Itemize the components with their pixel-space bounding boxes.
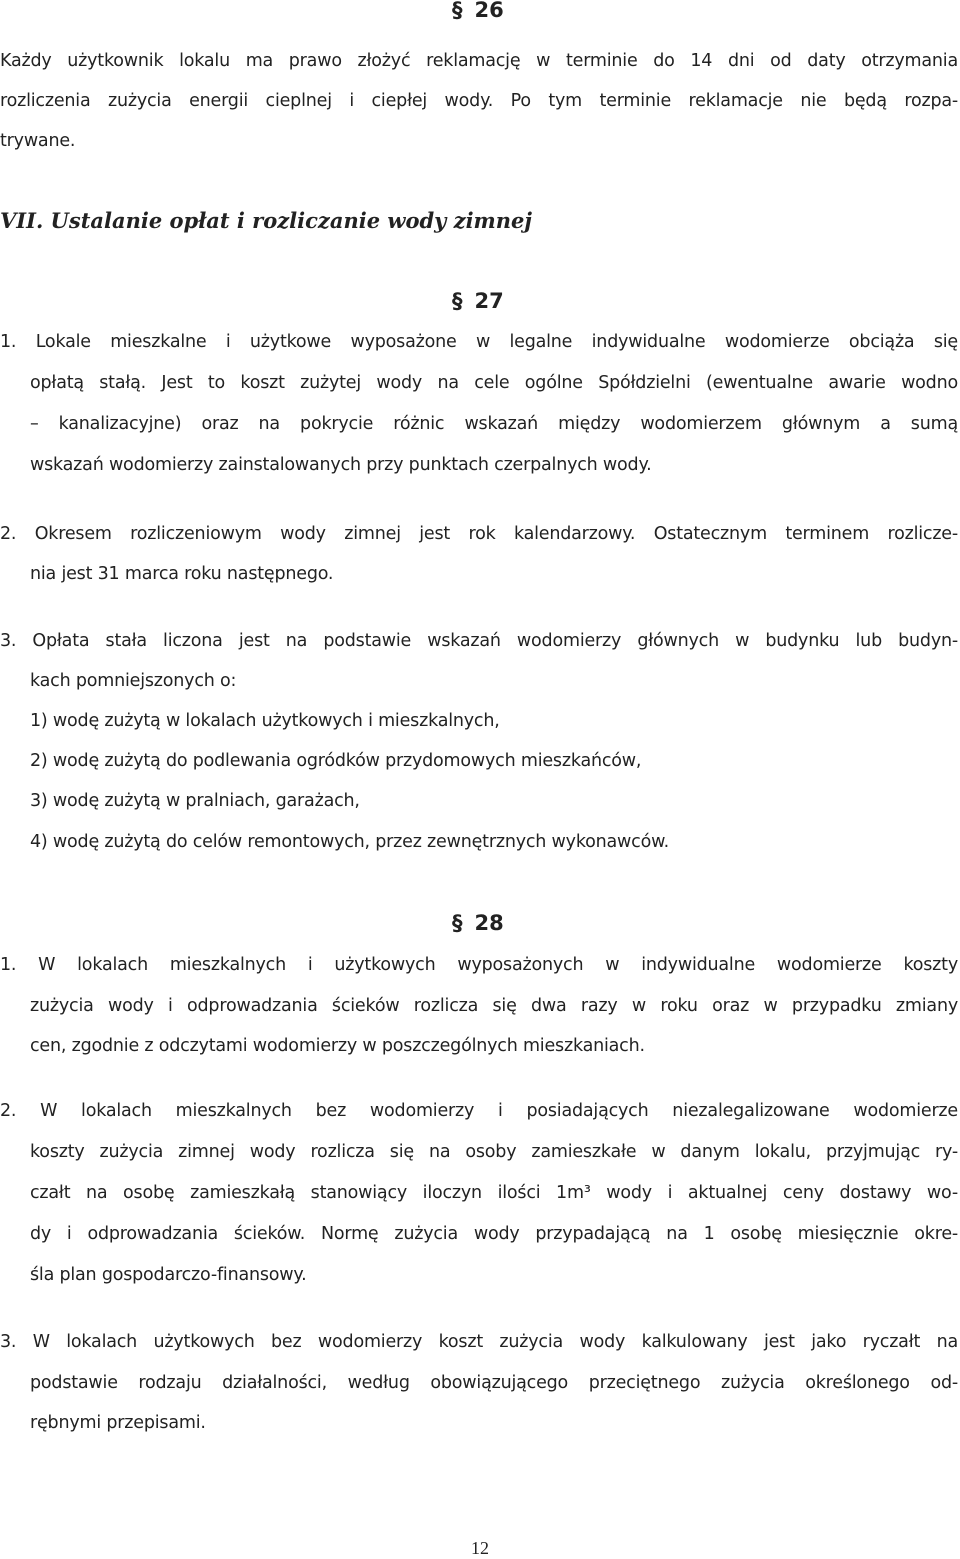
s28-p3-line-2: podstawie rodzaju działalności, według obowiązującego przeciętnego zużycia określonego od- [30, 1373, 958, 1393]
s27-p2-line-1: 2. Okresem rozliczeniowym wody zimnej jest rok kalendarzowy. Ostatecznym terminem rozlicze- [0, 524, 958, 544]
s27-p3-line-1: 3. Opłata stała liczona jest na podstawie wskazań wodomierzy głównych w budynku lub budyn- [0, 631, 958, 651]
s27-p1-line-2: opłatą stałą. Jest to koszt zużytej wody na cele ogólne Spółdzielni (ewentualne awarie wodno [30, 373, 958, 393]
s26-line-3: trywane. [0, 131, 76, 151]
s27-p3-line-2: kach pomniejszonych o: [30, 671, 237, 691]
section-28-number: 28 [474, 911, 504, 935]
s27-p2-line-2: nia jest 31 marca roku następnego. [30, 564, 334, 584]
s28-p2-line-1: 2. W lokalach mieszkalnych bez wodomierzy i posiadających niezalegalizowane wodomierze [0, 1101, 958, 1121]
s28-p1-line-1: 1. W lokalach mieszkalnych i użytkowych wyposażonych w indywidualne wodomierze koszty [0, 955, 958, 975]
section-27-heading [452, 289, 504, 313]
s27-p1-line-1: 1. Lokale mieszkalne i użytkowe wyposażone w legalne indywidualne wodomierze obciąża się [0, 332, 958, 352]
s28-p2-line-3: czałt na osobę zamieszkałą stanowiący iloczyn ilości 1m³ wody i aktualnej ceny dostawy wo- [30, 1183, 958, 1203]
s28-p1-line-2: zużycia wody i odprowadzania ścieków rozlicza się dwa razy w roku oraz w przypadku zmiany [30, 996, 958, 1016]
section-26-number: 26 [474, 0, 504, 22]
section-28-heading [452, 911, 504, 935]
s27-p1-line-4: wskazań wodomierzy zainstalowanych przy punktach czerpalnych wody. [30, 455, 652, 475]
s28-p2-line-4: dy i odprowadzania ścieków. Normę zużycia wody przypadającą na 1 osobę miesięcznie okre- [30, 1224, 958, 1244]
section-26-heading [452, 0, 504, 22]
page-number: 12 [471, 1538, 489, 1558]
s28-p2-line-2: koszty zużycia zimnej wody rozlicza się na osoby zamieszkałe w danym lokalu, przyjmując ry- [30, 1142, 958, 1162]
section-symbol: § [452, 911, 463, 935]
section-27-number: 27 [474, 289, 504, 313]
s26-line-2: rozliczenia zużycia energii cieplnej i ciepłej wody. Po tym terminie reklamacje nie będą rozpa- [0, 91, 958, 111]
s28-p3-line-1: 3. W lokalach użytkowych bez wodomierzy koszt zużycia wody kalkulowany jest jako ryczałt na [0, 1332, 958, 1352]
s28-p3-line-3: rębnymi przepisami. [30, 1413, 206, 1433]
section-symbol: § [452, 0, 463, 22]
chapter-heading: VII. Ustalanie opłat i rozliczanie wody zimnej [0, 208, 533, 233]
s28-p1-line-3: cen, zgodnie z odczytami wodomierzy w poszczególnych mieszkaniach. [30, 1036, 645, 1056]
s27-p1-line-3: – kanalizacyjne) oraz na pokrycie różnic wskazań między wodomierzem głównym a sumą [30, 414, 958, 434]
s27-list-item: 3) wodę zużytą w pralniach, garażach, [30, 791, 360, 811]
s27-list-item: 4) wodę zużytą do celów remontowych, przez zewnętrznych wykonawców. [30, 832, 669, 852]
section-symbol: § [452, 289, 463, 313]
s26-line-1: Każdy użytkownik lokalu ma prawo złożyć reklamację w terminie do 14 dni od daty otrzymania [0, 51, 958, 71]
s28-p2-line-5: śla plan gospodarczo-finansowy. [30, 1265, 307, 1285]
s27-list-item: 2) wodę zużytą do podlewania ogródków przydomowych mieszkańców, [30, 751, 642, 771]
s27-list-item: 1) wodę zużytą w lokalach użytkowych i mieszkalnych, [30, 711, 500, 731]
